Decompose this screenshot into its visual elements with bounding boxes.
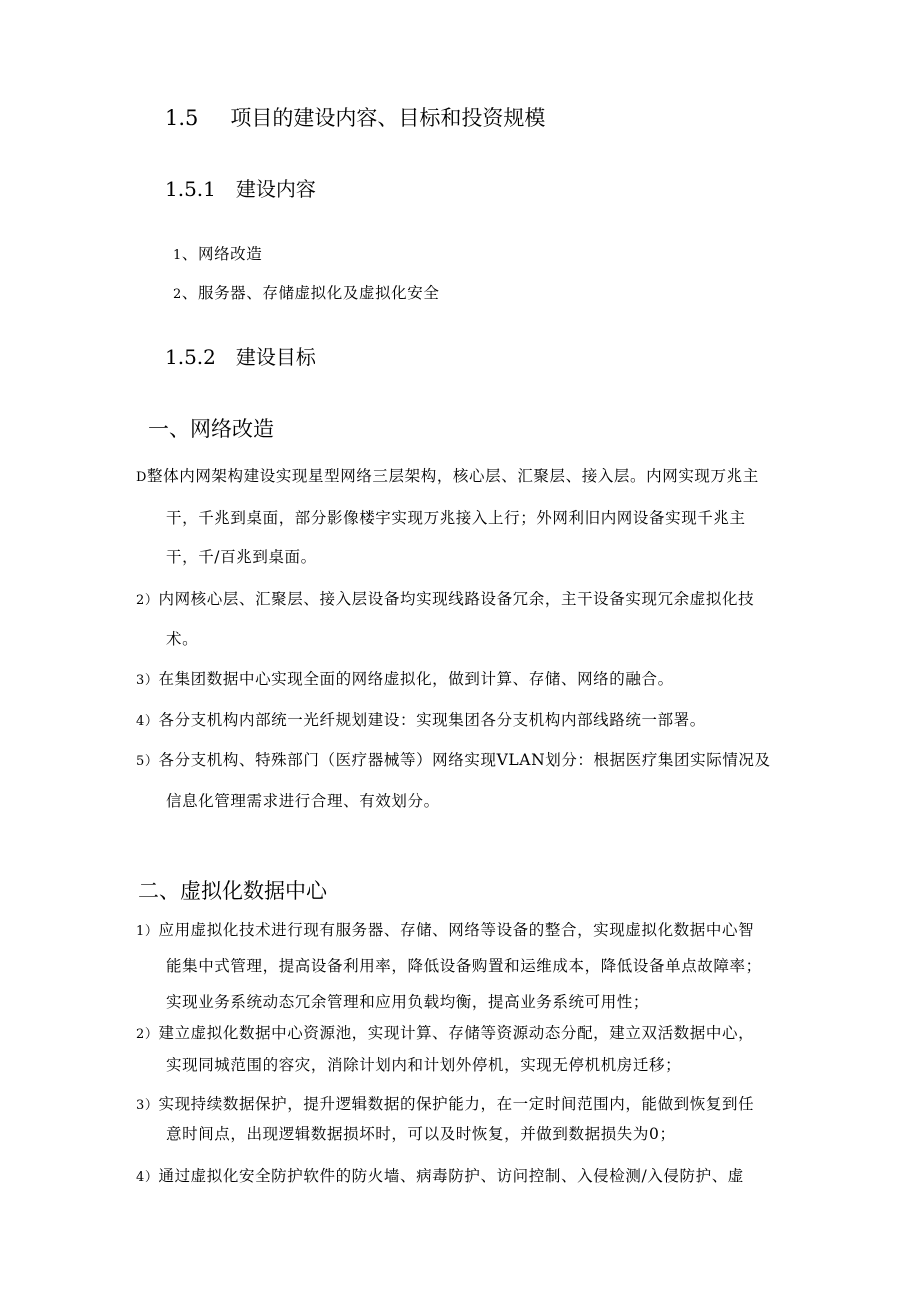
list-item-continuation: 术。	[166, 630, 199, 648]
section-title: 项目的建设内容、目标和投资规模	[230, 106, 546, 130]
list-item: 2、服务器、存储虚拟化及虚拟化安全	[173, 284, 440, 302]
list-item: 2）建立虚拟化数据中心资源池，实现计算、存储等资源动态分配，建立双活数据中心，	[136, 1024, 755, 1042]
list-item: D整体内网架构建设实现星型网络三层架构，核心层、汇聚层、接入层。内网实现万兆主	[136, 467, 759, 485]
list-item-continuation: 实现同城范围的容灾，消除计划内和计划外停机，实现无停机机房迁移；	[166, 1056, 682, 1074]
list-item: 3）实现持续数据保护，提升逻辑数据的保护能力，在一定时间范围内，能做到恢复到任	[136, 1095, 755, 1113]
subsection-title: 建设内容	[235, 177, 316, 201]
list-item-continuation: 干，千/百兆到桌面。	[166, 548, 317, 566]
section-number: 1.5	[165, 106, 199, 130]
list-item: 4）各分支机构内部统一光纤规划建设：实现集团各分支机构内部线路统一部署。	[136, 711, 706, 729]
list-item: 2）内网核心层、汇聚层、接入层设备均实现线路设备冗余，主干设备实现冗余虚拟化技	[136, 590, 755, 608]
part-heading-network: 一、网络改造	[148, 417, 274, 441]
subsection-heading-content	[165, 173, 316, 202]
list-item: 3）在集团数据中心实现全面的网络虚拟化，做到计算、存储、网络的融合。	[136, 670, 674, 688]
list-item-continuation: 干，千兆到桌面，部分影像楼宇实现万兆接入上行；外网利旧内网设备实现千兆主	[166, 509, 746, 527]
list-item: 4）通过虚拟化安全防护软件的防火墙、病毒防护、访问控制、入侵检测/入侵防护、虚	[136, 1167, 744, 1185]
list-item-continuation: 意时间点，出现逻辑数据损坏时，可以及时恢复，并做到数据损失为0；	[166, 1125, 676, 1143]
list-item-continuation: 实现业务系统动态冗余管理和应用负载均衡，提高业务系统可用性；	[166, 993, 650, 1011]
subsection-number: 1.5.1	[165, 177, 216, 201]
subsection-title: 建设目标	[235, 345, 316, 369]
list-item: 1、网络改造	[173, 245, 263, 263]
section-heading	[165, 102, 545, 132]
list-item-continuation: 能集中式管理，提高设备利用率，降低设备购置和运维成本，降低设备单点故障率；	[166, 957, 762, 975]
list-item: 5）各分支机构、特殊部门（医疗器械等）网络实现VLAN划分：根据医疗集团实际情况及	[136, 751, 771, 769]
part-heading-virtual-dc: 二、虚拟化数据中心	[138, 879, 327, 903]
subsection-number: 1.5.2	[165, 345, 216, 369]
list-item-continuation: 信息化管理需求进行合理、有效划分。	[166, 792, 440, 810]
subsection-heading-goals	[165, 341, 316, 370]
list-item: 1）应用虚拟化技术进行现有服务器、存储、网络等设备的整合，实现虚拟化数据中心智	[136, 921, 755, 939]
